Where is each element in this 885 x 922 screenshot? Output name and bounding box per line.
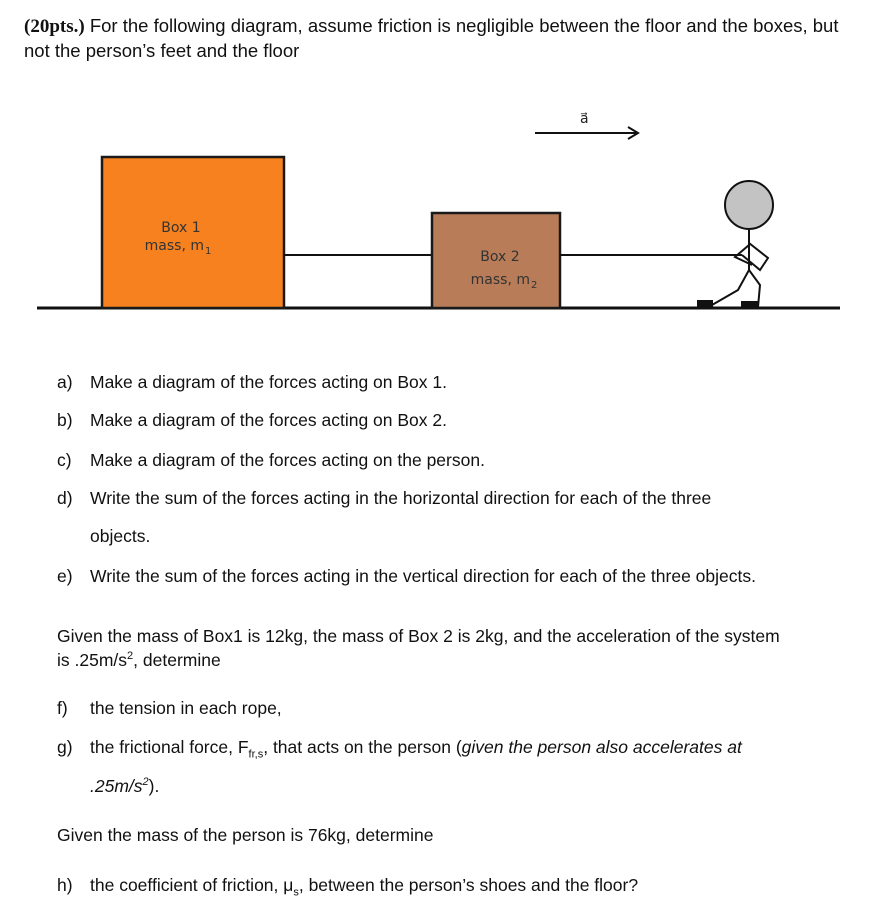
question-b-label: b) [57,410,73,430]
question-b-text: Make a diagram of the forces acting on Box 2. [90,410,447,430]
question-f-label: f) [57,698,68,718]
given-masses-line-2: is $.25m/s^2$, determine [57,650,221,670]
question-d-label: d) [57,488,73,508]
box-2-mass-subscript: 2 [531,280,538,291]
question-e-text: Write the sum of the forces acting in the vertical direction for each of the three objects. [90,566,756,586]
problem-intro [24,14,864,63]
acceleration-arrow [535,127,638,139]
intro-text: For the following diagram, assume friction is negligible between the floor and the boxes, but not the person’s feet and the floor [24,15,839,61]
box-1-mass-subscript: 1 [205,246,212,257]
question-h-label: h) [57,875,73,895]
question-f-text: the tension in each rope, [90,698,282,718]
question-c-label: c) [57,450,72,470]
box-2-title: Box 2 [480,249,520,265]
person-head [725,181,773,229]
given-masses-paragraph [57,624,867,672]
acceleration-label: a⃗ [580,111,589,127]
points-label: (20pts.) [24,16,85,37]
question-d-continuation: objects. [90,526,151,546]
given-person-mass: Given the mass of the person is 76kg, determine [57,825,434,845]
question-a-label: a) [57,372,73,392]
box-2-mass: mass, m [470,272,530,288]
question-g-label: g) [57,737,73,757]
box-1 [102,157,284,308]
physics-diagram [0,95,885,315]
question-e-label: e) [57,566,73,586]
question-g-text: the frictional force, $F_{fr,s}$, that acts on the person (given the person also accelerates at [90,737,742,761]
question-c-text: Make a diagram of the forces acting on the person. [90,450,485,470]
given-masses-line-1: Given the mass of Box1 is 12kg, the mass of Box 2 is 2kg, and the acceleration of the system [57,626,780,646]
box-2 [432,213,560,308]
question-d-text: Write the sum of the forces acting in the horizontal direction for each of the three [90,488,712,508]
question-h-text: the coefficient of friction, $\mu_s$, between the person’s shoes and the floor? [90,875,639,899]
box-1-title: Box 1 [161,220,201,236]
stick-figure-person [698,181,773,307]
question-a-text: Make a diagram of the forces acting on Box 1. [90,372,447,392]
question-g-continuation: $.25m/s^2$). [90,776,160,796]
box-1-mass: mass, m [144,238,204,254]
